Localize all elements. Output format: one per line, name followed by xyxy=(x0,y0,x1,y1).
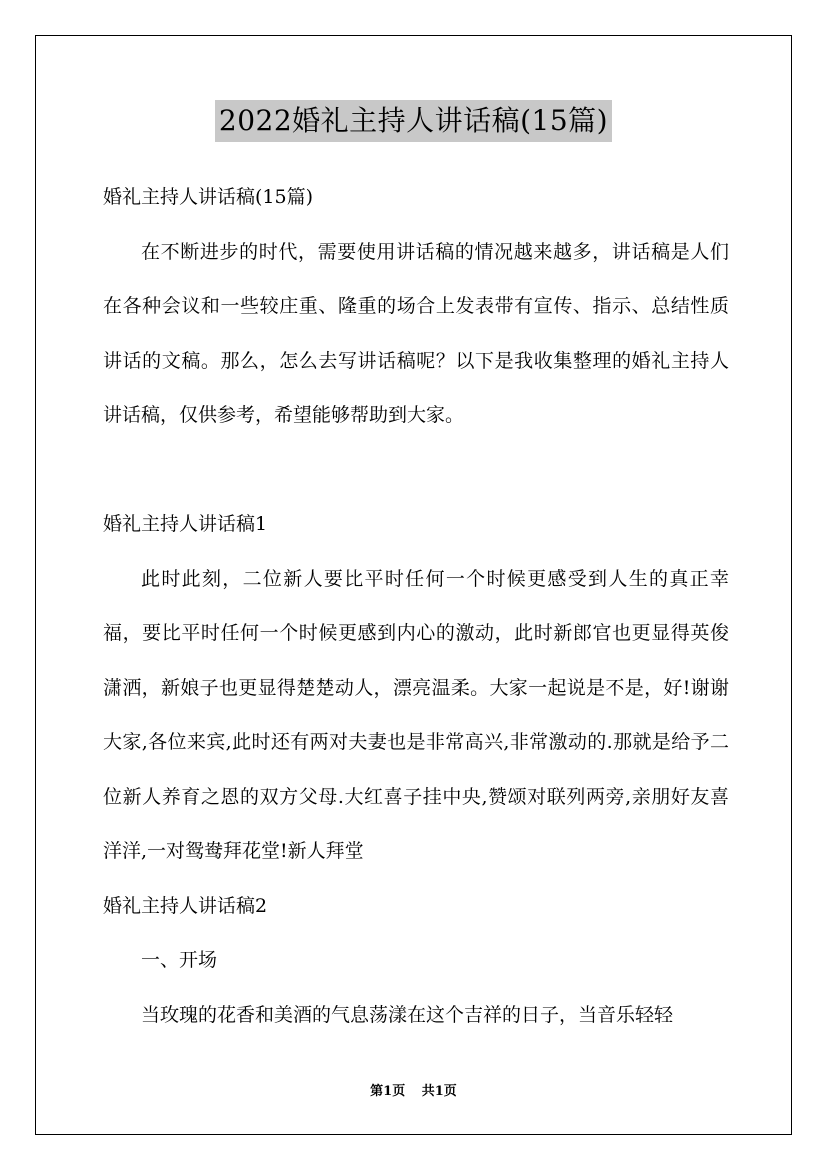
page-number: 第1页 xyxy=(370,1084,406,1099)
section-heading-2: 婚礼主持人讲话稿2 xyxy=(103,894,268,917)
footer-spacer xyxy=(409,1084,417,1099)
intro-paragraph: 在不断进步的时代，需要使用讲话稿的情况越来越多，讲话稿是人们在各种会议和一些较庄重、隆重的场合上发表带有宣传、指示、总结性质讲话的文稿。那么，怎么去写讲话稿呢？以下是我收集整理的婚礼主持人讲话稿，仅供参考，希望能够帮助到大家。 xyxy=(103,240,729,426)
document-title: 2022婚礼主持人讲话稿(15篇) xyxy=(215,100,612,142)
section-2-paragraph: 当玫瑰的花香和美酒的气息荡漾在这个吉祥的日子，当音乐轻轻 xyxy=(141,1003,674,1026)
document-body xyxy=(103,170,729,1042)
section-1-paragraph: 此时此刻，二位新人要比平时任何一个时候更感受到人生的真正幸福，要比平时任何一个时候更感到内心的激动，此时新郎官也更显得英俊潇洒，新娘子也更显得楚楚动人，漂亮温柔。大家一起说是不是，好!谢谢大家,各位来宾,此时还有两对夫妻也是非常高兴,非常激动的.那就是给予二位新人养育之恩的双方父母.大红喜子挂中央,赞颂对联列两旁,亲朋好友喜洋洋,一对鸳鸯拜花堂!新人拜堂 xyxy=(103,567,729,862)
page-footer xyxy=(0,1083,827,1101)
page-total: 共1页 xyxy=(421,1084,457,1099)
title-container xyxy=(0,100,827,142)
section-2-item: 一、开场 xyxy=(141,949,218,971)
section-heading-1: 婚礼主持人讲话稿1 xyxy=(103,513,268,535)
document-subtitle: 婚礼主持人讲话稿(15篇) xyxy=(103,186,314,208)
